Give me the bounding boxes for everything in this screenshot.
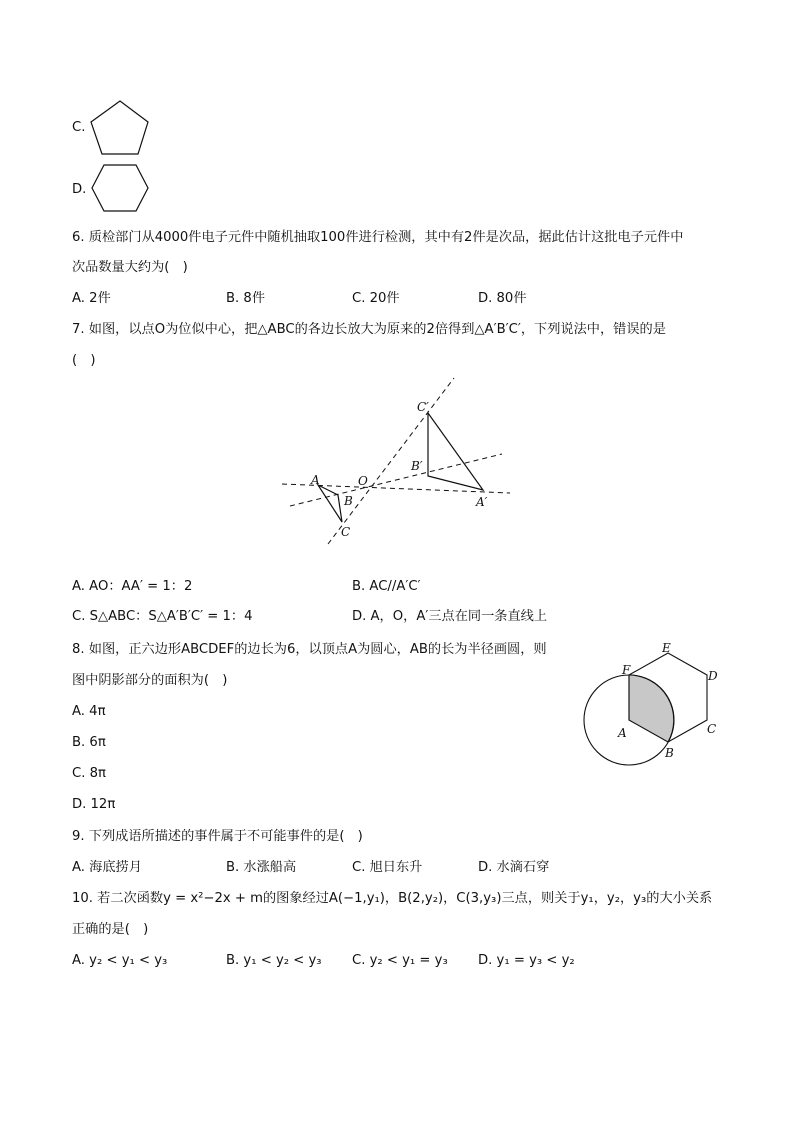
q8-option-c: C. 8π (72, 766, 106, 781)
q7-label-B-prime: B′ (411, 459, 423, 473)
q6-option-b: B. 8件 (226, 291, 266, 306)
q8-label-D: D (708, 669, 718, 683)
q7-label-B: B (344, 494, 353, 508)
q6-option-d: D. 80件 (478, 291, 527, 306)
q8-option-b: B. 6π (72, 735, 106, 750)
q7-option-b: B. AC//A′C′ (352, 579, 421, 594)
q10-stem-line2: 正确的是( ) (72, 922, 149, 937)
q7-option-a: A. AO：AA′ = 1：2 (72, 579, 193, 594)
q7-option-c: C. S△ABC：S△A′B′C′ = 1：4 (72, 609, 253, 624)
q8-label-F: F (622, 663, 631, 677)
q8-label-B: B (665, 746, 674, 760)
q9-option-b: B. 水涨船高 (226, 860, 297, 875)
hexagon-figure (88, 163, 158, 215)
q9-option-d: D. 水滴石穿 (478, 860, 550, 875)
q10-option-d: D. y₁ = y₃ < y₂ (478, 953, 575, 968)
q8-label-A: A (618, 726, 627, 740)
q8-hexagon-circle-figure (580, 640, 730, 770)
q7-homothety-figure (278, 372, 518, 552)
q9-option-c: C. 旭日东升 (352, 860, 423, 875)
q6-option-c: C. 20件 (352, 291, 400, 306)
q5-option-c-label: C. (72, 120, 86, 135)
pentagon-figure (88, 98, 158, 158)
q6-stem-line2: 次品数量大约为( ) (72, 260, 188, 275)
q8-stem-line2: 图中阴影部分的面积为( ) (72, 673, 228, 688)
q8-option-a: A. 4π (72, 704, 106, 719)
q6-option-a: A. 2件 (72, 291, 111, 306)
q7-label-A-prime: A′ (476, 495, 488, 509)
q7-label-O: O (358, 474, 368, 488)
q9-stem: 9. 下列成语所描述的事件属于不可能事件的是( ) (72, 829, 363, 844)
q7-stem-line2: ( ) (72, 353, 96, 368)
q7-label-A: A (311, 473, 320, 487)
q8-label-C: C (707, 722, 717, 736)
q5-option-d-label: D. (72, 182, 87, 197)
q7-stem-line1: 7. 如图，以点O为位似中心，把△ABC的各边长放大为原来的2倍得到△A′B′C′，下列说法中，错误的是 (72, 322, 666, 337)
q9-option-a: A. 海底捞月 (72, 860, 142, 875)
q6-stem-line1: 6. 质检部门从4000件电子元件中随机抽取100件进行检测，其中有2件是次品，据此估计这批电子元件中 (72, 230, 684, 245)
q10-stem-line1: 10. 若二次函数y = x²−2x + m的图象经过A(−1,y₁)，B(2,y₂)，C(3,y₃)三点，则关于y₁，y₂，y₃的大小关系 (72, 891, 713, 906)
q10-option-b: B. y₁ < y₂ < y₃ (226, 953, 322, 968)
q7-option-d: D. A，O，A′三点在同一条直线上 (352, 609, 548, 624)
q10-option-a: A. y₂ < y₁ < y₃ (72, 953, 168, 968)
q7-label-C-prime: C′ (417, 400, 429, 414)
q8-stem-line1: 8. 如图，正六边形ABCDEF的边长为6，以顶点A为圆心，AB的长为半径画圆，则 (72, 642, 547, 657)
q8-option-d: D. 12π (72, 797, 116, 812)
q7-label-C: C (341, 525, 351, 539)
q10-option-c: C. y₂ < y₁ = y₃ (352, 953, 448, 968)
q8-label-E: E (662, 641, 671, 655)
